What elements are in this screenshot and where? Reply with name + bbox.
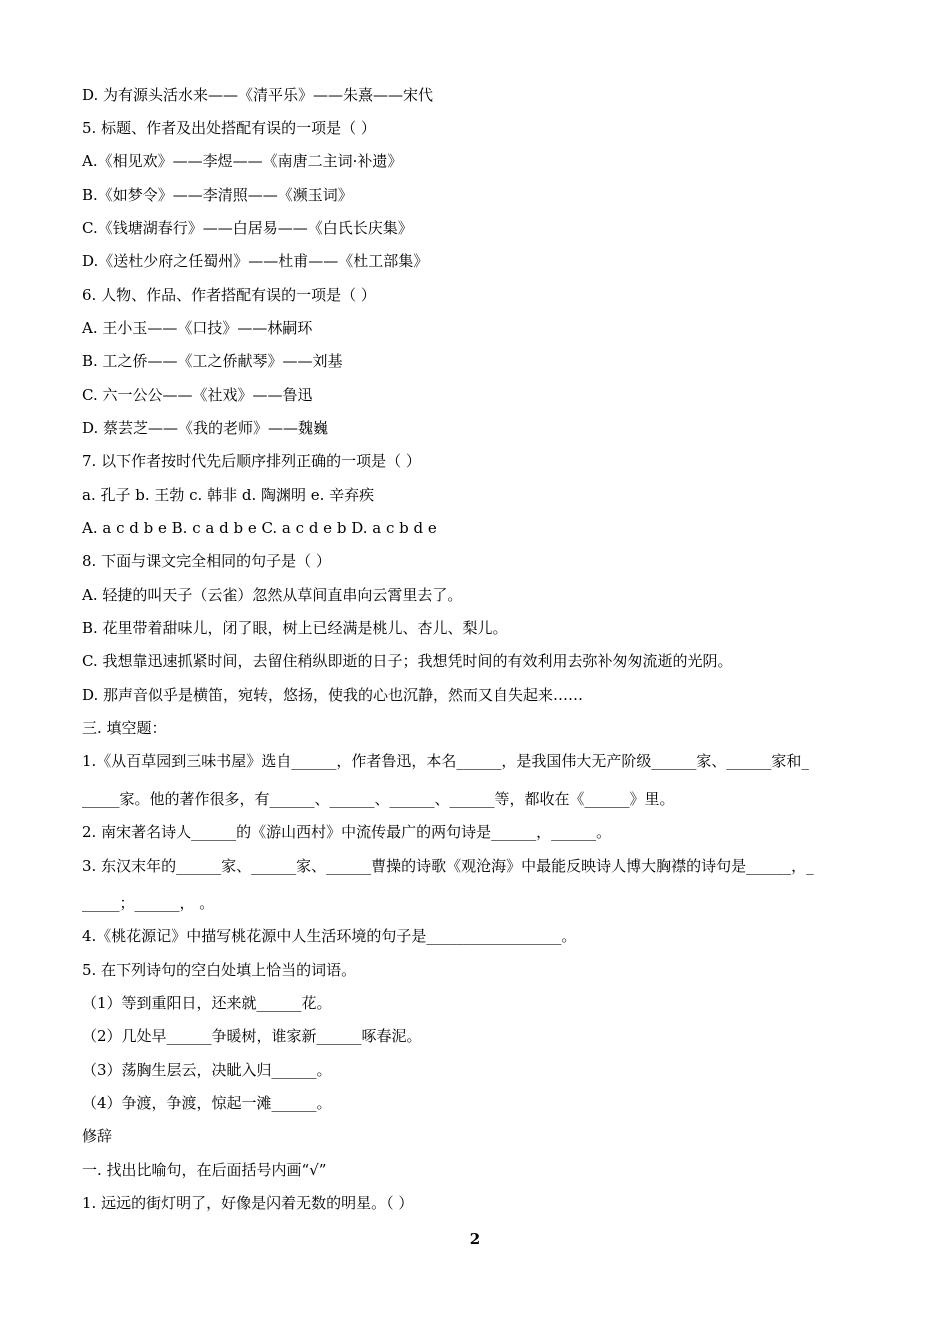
question-5: 5. 标题、作者及出处搭配有误的一项是（ ）	[82, 119, 376, 137]
option-line: B. 工之侨——《工之侨献琴》——刘基	[82, 352, 343, 370]
fill-item: （1）等到重阳日，还来就______花。	[82, 994, 332, 1012]
rhetoric-question-1: 1. 远远的街灯明了，好像是闪着无数的明星。（ ）	[82, 1194, 414, 1212]
fill-question-4: 4.《桃花源记》中描写桃花源中人生活环境的句子是__________________。	[82, 927, 577, 945]
page-number: 2	[469, 1230, 481, 1248]
option-line: D. 那声音似乎是横笛，宛转，悠扬，使我的心也沉静，然而又自失起来……	[82, 686, 584, 704]
option-line: D.《送杜少府之任蜀州》——杜甫——《杜工部集》	[82, 252, 429, 270]
section-heading: 三. 填空题：	[82, 719, 167, 737]
question-6: 6. 人物、作品、作者搭配有误的一项是（ ）	[82, 286, 376, 304]
option-line: C. 六一公公——《社戏》——鲁迅	[82, 386, 313, 404]
option-line: A. 轻捷的叫天子（云雀）忽然从草间直串向云霄里去了。	[82, 586, 463, 604]
question-7: 7. 以下作者按时代先后顺序排列正确的一项是（ ）	[82, 452, 421, 470]
fill-question-3: 3. 东汉末年的______家、______家、______曹操的诗歌《观沧海》中最能反映诗人博大胸襟的诗句是______，_	[82, 857, 814, 875]
author-list: a. 孔子 b. 王勃 c. 韩非 d. 陶渊明 e. 辛弃疾	[82, 486, 375, 504]
option-line: B.《如梦令》——李清照——《濒玉词》	[82, 186, 353, 204]
fill-question-2: 2. 南宋著名诗人______的《游山西村》中流传最广的两句诗是______，______。	[82, 823, 612, 841]
rhetoric-instruction: 一. 找出比喻句，在后面括号内画“√”	[82, 1161, 327, 1179]
option-line: C. 我想靠迅速抓紧时间，去留住稍纵即逝的日子；我想凭时间的有效利用去弥补匆匆流逝的光阴。	[82, 652, 733, 670]
question-8: 8. 下面与课文完全相同的句子是（ ）	[82, 552, 331, 570]
fill-item: （4）争渡，争渡，惊起一滩______。	[82, 1094, 332, 1112]
option-line: A. a c d b e B. c a d b e C. a c d e b D. a c b d e	[82, 519, 437, 537]
option-line: B. 花里带着甜味儿，闭了眼，树上已经满是桃儿、杏儿、梨儿。	[82, 619, 508, 637]
option-line: C.《钱塘湖春行》——白居易——《白氏长庆集》	[82, 219, 413, 237]
section-heading-rhetoric: 修辞	[82, 1127, 113, 1145]
option-line: D. 蔡芸芝——《我的老师》——魏巍	[82, 419, 329, 437]
option-line: A. 王小玉——《口技》——林嗣环	[82, 319, 313, 337]
option-line: A.《相见欢》——李煜——《南唐二主词·补遗》	[82, 152, 403, 170]
fill-item: （2）几处早______争暖树，谁家新______啄春泥。	[82, 1027, 422, 1045]
option-line: D. 为有源头活水来——《清平乐》——朱熹——宋代	[82, 86, 434, 104]
fill-question-1-cont: _____家。他的著作很多，有______、______、______、______等，都收在《______》里。	[82, 790, 675, 808]
fill-item: （3）荡胸生层云，决眦入归______。	[82, 1061, 332, 1079]
fill-question-5: 5. 在下列诗句的空白处填上恰当的词语。	[82, 961, 357, 979]
fill-question-3-cont: _____；______， 。	[82, 894, 215, 912]
fill-question-1: 1.《从百草园到三味书屋》选自______，作者鲁迅，本名______，是我国伟大无产阶级______家、______家和_	[82, 752, 809, 770]
